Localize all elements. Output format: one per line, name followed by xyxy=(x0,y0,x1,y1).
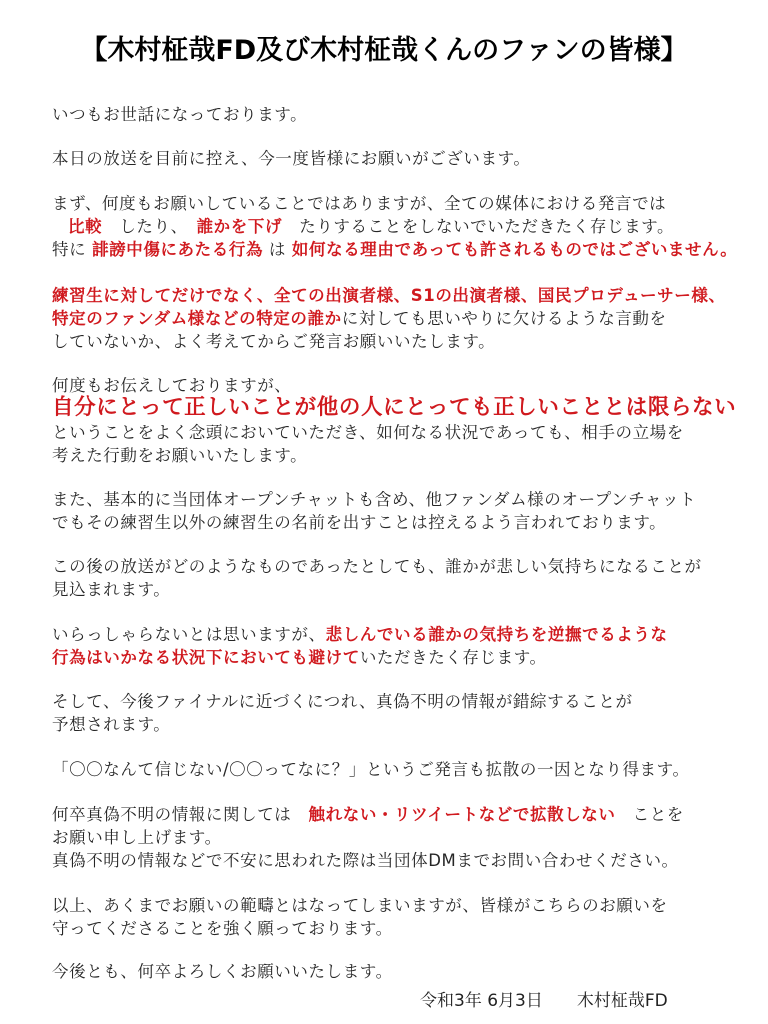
emphasis-text: 誰かを下げ xyxy=(196,217,283,236)
paragraph-line xyxy=(52,308,667,330)
plain-text: いただきたく存じます。 xyxy=(359,648,547,667)
paragraph-line: 真偽不明の情報などで不安に思われた際は当団体DMまでお問い合わせください。 xyxy=(52,851,679,870)
emphasis-text: 比較 xyxy=(68,217,103,236)
plain-text: に対しても思いやりに欠けるような言動を xyxy=(341,309,667,328)
signature xyxy=(420,990,668,1012)
emphasis-text: 触れない・リツイートなどで拡散しない xyxy=(308,805,616,824)
plain-text: 特に xyxy=(52,240,87,259)
plain-text: 何卒真偽不明の情報に関しては xyxy=(52,805,292,824)
emphasis-text: 如何なる理由であっても許されるものではございません。 xyxy=(291,240,738,259)
paragraph-line: 守ってくださることを強く願っております。 xyxy=(52,919,393,938)
paragraph-line: していないか、よく考えてからご発言お願いいたします。 xyxy=(52,332,496,351)
emphasis-line: 練習生に対してだけでなく、全ての出演者様、S1の出演者様、国民プロデューサー様、 xyxy=(52,286,726,305)
emphasis-text: 行為はいかなる状況下においても避けて xyxy=(52,648,360,667)
paragraph-line: 「〇〇なんて信じない/〇〇ってなに？」というご発言も拡散の一因となり得ます。 xyxy=(52,760,690,779)
plain-text: は xyxy=(268,240,287,259)
paragraph-line: ということをよく念頭においていただき、如何なる状況であっても、相手の立場を xyxy=(52,423,684,442)
paragraph-line: 何度もお伝えしておりますが、 xyxy=(52,376,292,395)
plain-text: したり、 xyxy=(119,217,180,236)
paragraph-line xyxy=(52,804,684,826)
paragraph-line xyxy=(52,647,547,669)
paragraph-line: でもその練習生以外の練習生の名前を出すことは控えるよう言われております。 xyxy=(52,513,667,532)
emphasis-text: 悲しんでいる誰かの気持ちを逆撫でるような xyxy=(325,625,668,644)
paragraph-line: そして、今後ファイナルに近づくにつれ、真偽不明の情報が錯綜することが xyxy=(52,692,633,711)
paragraph-line: 見込まれます。 xyxy=(52,580,171,599)
key-message-line: 自分にとって正しいことが他の人にとっても正しいこととは限らない xyxy=(52,395,737,420)
closing-line: 今後とも、何卒よろしくお願いいたします。 xyxy=(52,962,393,981)
greeting-line: いつもお世話になっております。 xyxy=(52,105,308,124)
request-intro-line: 本日の放送を目前に控え、今一度皆様にお願いがございます。 xyxy=(52,149,531,168)
signature-org: 木村柾哉FD xyxy=(576,991,668,1011)
paragraph-line: お願い申し上げます。 xyxy=(52,828,222,847)
plain-text: たりすることをしないでいただきたく存じます。 xyxy=(299,217,675,236)
plain-text: ことを xyxy=(632,805,684,824)
paragraph-line xyxy=(68,216,674,238)
plain-text: いらっしゃらないとは思いますが、 xyxy=(52,625,326,644)
paragraph-line: 以上、あくまでお願いの範疇とはなってしまいますが、皆様がこちらのお願いを xyxy=(52,896,668,915)
signature-date: 令和3年 6月3日 xyxy=(420,991,543,1011)
paragraph-line: この後の放送がどのようなものであったとしても、誰かが悲しい気持ちになることが xyxy=(52,557,702,576)
paragraph-line: また、基本的に当団体オープンチャットも含め、他ファンダム様のオープンチャット xyxy=(52,490,697,509)
paragraph-line: まず、何度もお願いしていることではありますが、全ての媒体における発言では xyxy=(52,194,667,213)
emphasis-text: 特定のファンダム様などの特定の誰か xyxy=(52,309,342,328)
page-title: 【木村柾哉FD及び木村柾哉くんのファンの皆様】 xyxy=(80,35,688,66)
paragraph-line xyxy=(52,239,737,261)
paragraph-line xyxy=(52,624,668,646)
emphasis-text: 誹謗中傷にあたる行為 xyxy=(92,240,264,259)
paragraph-line: 考えた行動をお願いいたします。 xyxy=(52,446,308,465)
paragraph-line: 予想されます。 xyxy=(52,715,171,734)
